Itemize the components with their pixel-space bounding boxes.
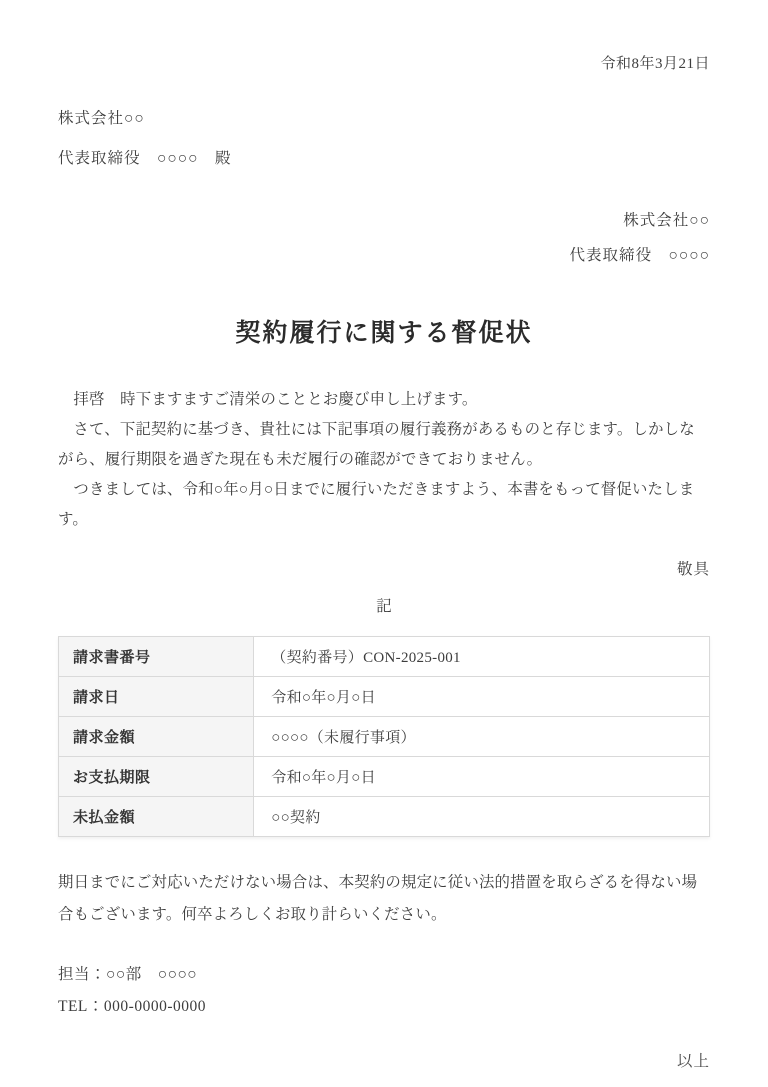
row-label-invoice-number: 請求書番号 bbox=[59, 637, 254, 677]
row-value-invoice-number: （契約番号）CON-2025-001 bbox=[254, 637, 710, 677]
greeting-paragraph: 拝啓 時下ますますご清栄のこととお慶び申し上げます。 bbox=[73, 391, 478, 408]
row-label-unpaid-amount: 未払金額 bbox=[59, 797, 254, 837]
row-label-billing-amount: 請求金額 bbox=[59, 717, 254, 757]
legal-notice-paragraph: 期日までにご対応いただけない場合は、本契約の規定に従い法的措置を取らざるを得ない場合もございます。何卒よろしくお取り計らいください。 bbox=[58, 874, 698, 923]
body-text bbox=[58, 385, 710, 535]
recipient-company: 株式会社○○ bbox=[58, 110, 145, 127]
contact-tel-line: TEL：000-0000-0000 bbox=[58, 998, 206, 1015]
document-title: 契約履行に関する督促状 bbox=[235, 320, 533, 347]
contact-block bbox=[58, 959, 710, 1023]
contact-person-line: 担当：○○部 ○○○○ bbox=[58, 966, 198, 983]
table-row bbox=[59, 797, 710, 837]
table-row bbox=[59, 717, 710, 757]
row-value-billing-date: 令和○年○月○日 bbox=[254, 677, 710, 717]
recipient-block bbox=[58, 99, 710, 179]
body-paragraph-2: つきましては、令和○年○月○日までに履行いただきますよう、本書をもって督促いたします。 bbox=[58, 481, 695, 528]
end-marker: 以上 bbox=[676, 1053, 710, 1070]
sender-company: 株式会社○○ bbox=[623, 212, 710, 229]
row-value-billing-amount: ○○○○（未履行事項） bbox=[254, 717, 710, 757]
billing-detail-table bbox=[58, 636, 710, 837]
row-value-unpaid-amount: ○○契約 bbox=[254, 797, 710, 837]
document-date: 令和8年3月21日 bbox=[600, 56, 710, 72]
table-row bbox=[59, 757, 710, 797]
record-marker: 記 bbox=[376, 598, 392, 615]
table-row bbox=[59, 677, 710, 717]
table-row bbox=[59, 637, 710, 677]
closing-word: 敬具 bbox=[676, 561, 710, 578]
row-label-billing-date: 請求日 bbox=[59, 677, 254, 717]
body-paragraph-1: さて、下記契約に基づき、貴社には下記事項の履行義務があるものと存じます。しかしながら、履行期限を過ぎた現在も未だ履行の確認ができておりません。 bbox=[58, 421, 695, 468]
recipient-person: 代表取締役 ○○○○ 殿 bbox=[58, 150, 232, 167]
row-value-payment-deadline: 令和○年○月○日 bbox=[254, 757, 710, 797]
sender-block bbox=[58, 203, 710, 273]
sender-person: 代表取締役 ○○○○ bbox=[569, 247, 710, 264]
row-label-payment-deadline: お支払期限 bbox=[59, 757, 254, 797]
